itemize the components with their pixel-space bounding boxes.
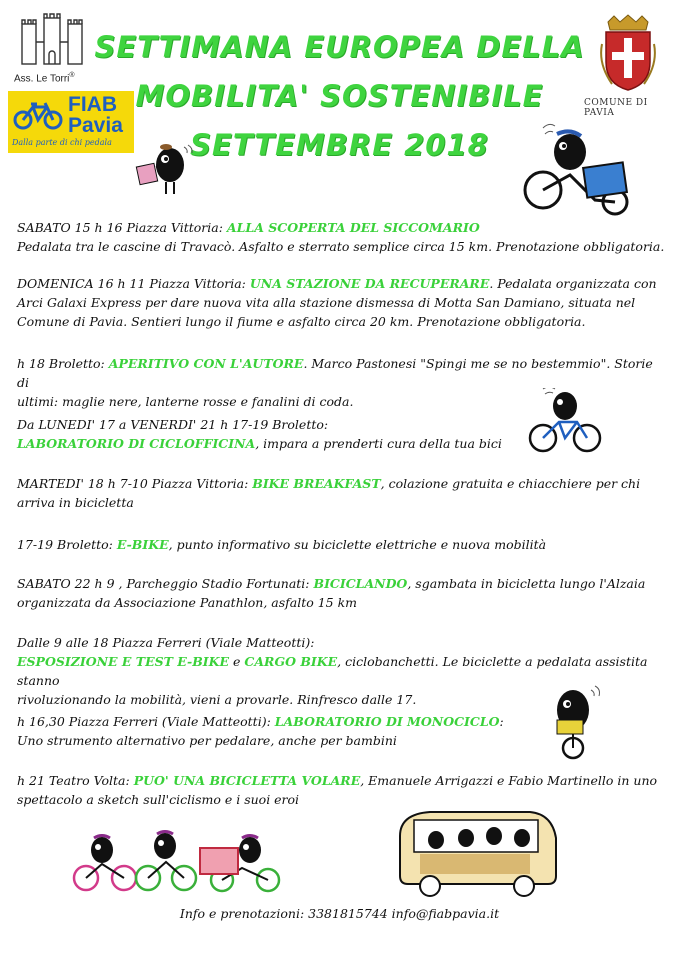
event-6-prefix: SABATO 22 h 9 , Parcheggio Stadio Fortunati: xyxy=(17,576,310,591)
event-0-highlight: ALLA SCOPERTA DEL SICCOMARIO xyxy=(226,220,480,235)
event-1-line-2: Arci Galaxi Express per dare nuova vita alla stazione dismessa di Motta San Damiano, situata nel xyxy=(17,295,636,310)
event-3 xyxy=(17,415,667,453)
fiab-tagline: Dalla parte di chi pedala xyxy=(12,138,112,147)
title-line-1: SETTIMANA EUROPEA DELLA xyxy=(94,30,585,64)
event-1-prefix: DOMENICA 16 h 11 Piazza Vittoria: xyxy=(17,276,246,291)
event-9-line-2: spettacolo a sketch sull'ciclismo e i suoi eroi xyxy=(17,792,300,807)
character-shopping-icon xyxy=(132,135,197,200)
event-4-highlight: BIKE BREAKFAST xyxy=(252,476,381,491)
event-0-line-2: Pedalata tra le cascine di Travacò. Asfalto e sterrato semplice circa 15 km. Prenotazione obbligatoria. xyxy=(17,239,665,254)
event-3-highlight: LABORATORIO DI CICLOFFICINA xyxy=(17,436,256,451)
event-7-line-3: rivoluzionando la mobilità, vieni a provarle. Rinfresco dalle 17. xyxy=(17,692,417,707)
event-9-suffix: , Emanuele Arrigazzi e Fabio Martinello in uno xyxy=(360,773,658,788)
event-7-line-1: Dalle 9 alle 18 Piazza Ferreri (Viale Matteotti): xyxy=(17,635,315,650)
event-9-highlight: PUO' UNA BICICLETTA VOLARE xyxy=(133,773,361,788)
event-5-suffix: , punto informativo su biciclette elettriche e nuova mobilità xyxy=(168,537,547,552)
torri-label: Ass. Le Torri xyxy=(14,73,70,85)
comune-label: COMUNE DI PAVIA xyxy=(584,98,648,118)
event-7-suffix: , ciclobanchetti. Le biciclette a pedalata assistita stanno xyxy=(17,654,648,688)
event-6 xyxy=(17,574,667,612)
event-0-prefix: SABATO 15 h 16 Piazza Vittoria: xyxy=(17,220,223,235)
event-6-line-2: organizzata da Associazione Panathlon, asfalto 15 km xyxy=(17,595,358,610)
fiab-bottom-text: Pavia xyxy=(68,114,123,137)
event-9 xyxy=(17,771,667,809)
event-7-connector: e xyxy=(233,654,241,669)
event-4 xyxy=(17,474,667,512)
event-2-line-2: ultimi: maglie nere, lanterne rosse e fanalini di coda. xyxy=(17,394,354,409)
torri-registered-mark: ® xyxy=(69,72,75,79)
event-8-line-2: Uno strumento alternativo per pedalare, anche per bambini xyxy=(17,733,397,748)
event-2-highlight: APERITIVO CON L'AUTORE xyxy=(108,356,304,371)
event-6-suffix: , sgambata in bicicletta lungo l'Alzaia xyxy=(407,576,646,591)
event-5 xyxy=(17,535,667,554)
event-8-suffix: : xyxy=(499,714,504,729)
event-2 xyxy=(17,354,667,411)
event-4-line-2: arriva in bicicletta xyxy=(17,495,134,510)
characters-cycling-group-icon xyxy=(72,828,282,896)
event-3-line-1: Da LUNEDI' 17 a VENERDI' 21 h 17-19 Broletto: xyxy=(17,417,329,432)
footer-contact: Info e prenotazioni: 3381815744 info@fiabpavia.it xyxy=(179,906,500,921)
event-2-prefix: h 18 Broletto: xyxy=(17,356,105,371)
title-line-2: MOBILITA' SOSTENIBILE xyxy=(135,79,544,113)
event-6-highlight: BICICLANDO xyxy=(313,576,408,591)
fiab-top-text: FIAB xyxy=(68,93,117,116)
title-line-3: SETTEMBRE 2018 xyxy=(190,128,489,162)
event-1-line-3: Comune di Pavia. Sentieri lungo il fiume e asfalto circa 20 km. Prenotazione obbligatoria. xyxy=(17,314,586,329)
event-1 xyxy=(17,274,667,331)
event-7-highlight: ESPOSIZIONE E TEST E-BIKE xyxy=(17,654,230,669)
event-1-suffix: . Pedalata organizzata con xyxy=(489,276,657,291)
event-9-prefix: h 21 Teatro Volta: xyxy=(17,773,130,788)
event-7 xyxy=(17,633,667,709)
bus-with-characters-icon xyxy=(390,806,560,898)
event-4-prefix: MARTEDI' 18 h 7-10 Piazza Vittoria: xyxy=(17,476,249,491)
event-8-prefix: h 16,30 Piazza Ferreri (Viale Matteotti): xyxy=(17,714,271,729)
event-8 xyxy=(17,712,667,750)
character-cargo-bike-icon xyxy=(515,120,640,220)
event-2-suffix: . Marco Pastonesi "Spingi me se no bestemmio". Storie di xyxy=(17,356,653,390)
event-4-suffix: , colazione gratuita e chiacchiere per chi xyxy=(380,476,641,491)
event-0 xyxy=(17,218,667,256)
event-5-highlight: E-BIKE xyxy=(116,537,169,552)
event-7-highlight-2: CARGO BIKE xyxy=(244,654,338,669)
event-3-suffix: , impara a prenderti cura della tua bici xyxy=(255,436,502,451)
event-1-highlight: UNA STAZIONE DA RECUPERARE xyxy=(249,276,490,291)
event-8-highlight: LABORATORIO DI MONOCICLO xyxy=(274,714,500,729)
event-5-prefix: 17-19 Broletto: xyxy=(17,537,113,552)
